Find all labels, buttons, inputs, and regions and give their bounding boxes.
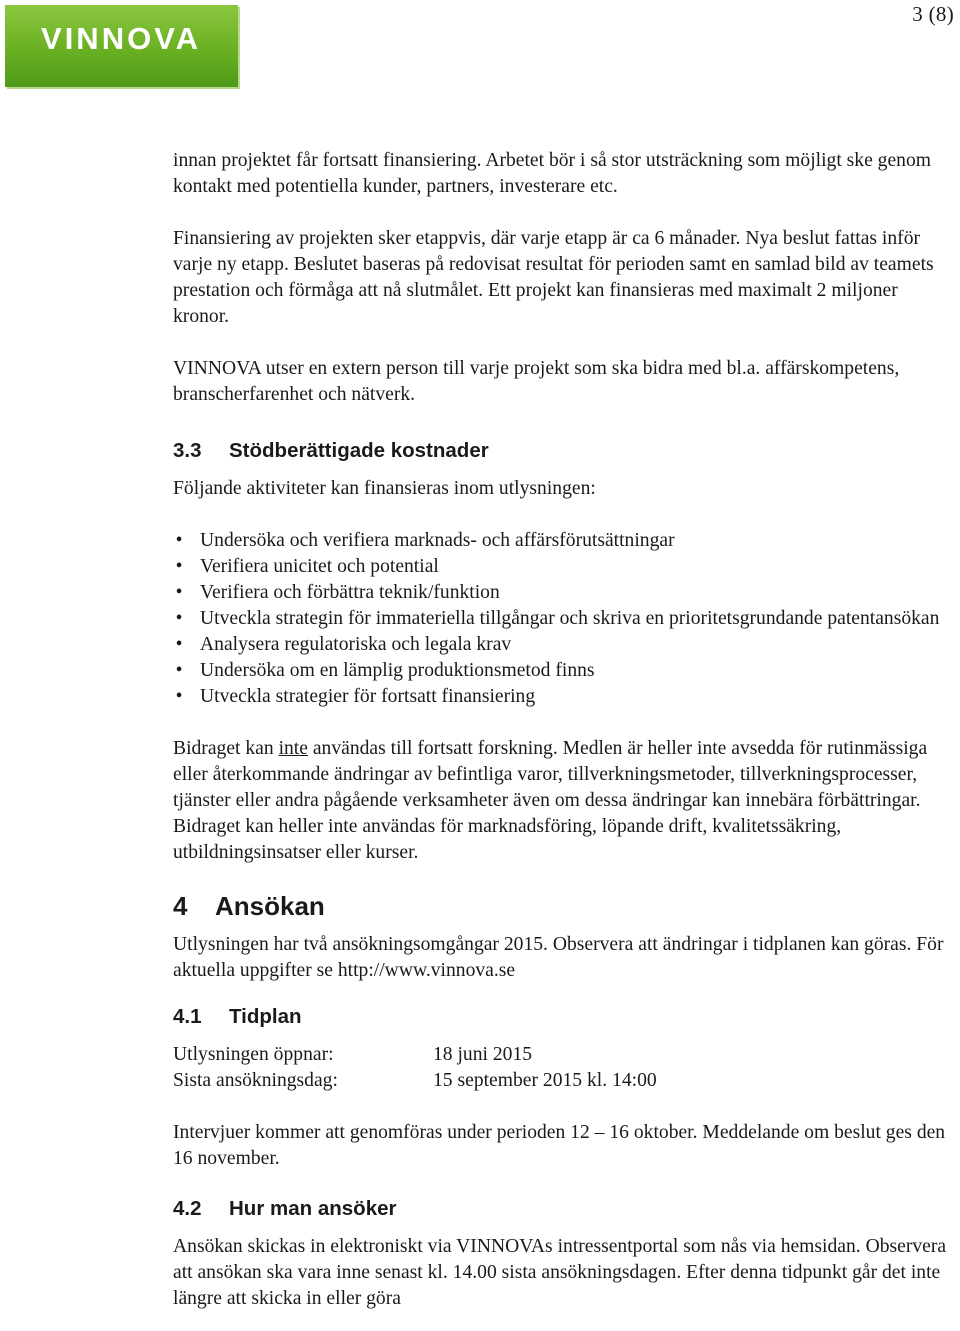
logo-wordmark	[5, 5, 238, 87]
schedule-label: Utlysningen öppnar:	[173, 1044, 334, 1065]
heading-4	[173, 890, 948, 922]
heading-3-3	[173, 438, 948, 464]
paragraph-intro-1: innan projektet får fortsatt finansiering. Arbetet bör i så stor utsträckning som möjligt ske genom kontakt med potentiella kunder, partners, investerare etc.	[173, 150, 932, 197]
bullet-icon: •	[175, 530, 183, 551]
bullet-icon: •	[175, 608, 183, 629]
list-item: • Verifiera unicitet och potential	[173, 554, 948, 580]
list-item: • Verifiera och förbättra teknik/funktion	[173, 580, 948, 606]
paragraph-4-2: Ansökan skickas in elektroniskt via VINNOVAs intressentportal som nås via hemsidan. Observera att ansökan ska vara inne senast kl. 14.00 sista ansökningsdagen. Efter denna tidpunkt går det inte längre att skicka in eller göra	[173, 1236, 947, 1309]
bullet-icon: •	[175, 660, 183, 681]
schedule-row	[173, 1068, 948, 1094]
list-item: • Undersöka om en lämplig produktionsmetod finns	[173, 658, 948, 684]
list-item: • Utveckla strategier för fortsatt finansiering	[173, 684, 948, 710]
schedule-value: 18 juni 2015	[433, 1044, 533, 1065]
vinnova-logo	[5, 5, 238, 87]
paragraph-4-1: Intervjuer kommer att genomföras under perioden 12 – 16 oktober. Meddelande om beslut ges den 16 november.	[173, 1122, 946, 1169]
paragraph-4: Utlysningen har två ansökningsomgångar 2015. Observera att ändringar i tidplanen kan göras. För aktuella uppgifter se http://www.vinnova.se	[173, 934, 944, 981]
heading-number: 4.1	[173, 1005, 202, 1028]
schedule-value: 15 september 2015 kl. 14:00	[433, 1070, 657, 1091]
heading-title: Ansökan	[215, 891, 325, 921]
list-item: • Analysera regulatoriska och legala krav	[173, 632, 948, 658]
bullet-icon: •	[175, 634, 183, 655]
heading-4-1	[173, 1004, 948, 1030]
bullet-icon: •	[175, 556, 183, 577]
list-item: • Utveckla strategin för immateriella tillgångar och skriva en prioritetsgrundande patentansökan	[173, 606, 948, 632]
paragraph-3-3-restrictions: Bidraget kan inte användas till fortsatt forskning. Medlen är heller inte avsedda för rutinmässiga eller återkommande ändringar av befintliga varor, tillverkningsmetoder, tillverkningsprocesser, tjänster eller andra pågående verksamheter även om dessa ändringar kan innebära förbättringar. Bidraget kan heller inte användas för marknadsföring, löpande drift, kvalitetssäkring, utbildningsinsatser eller kurser.	[173, 738, 928, 863]
list-item: • Undersöka och verifiera marknads- och affärsförutsättningar	[173, 528, 948, 554]
heading-title: Hur man ansöker	[229, 1197, 397, 1220]
bullet-icon: •	[175, 686, 183, 707]
paragraph-intro-2: Finansiering av projekten sker etappvis, där varje etapp är ca 6 månader. Nya beslut fattas inför varje ny etapp. Beslutet baseras på redovisat resultat för perioden samt en samlad bild av teamets prestation och förmåga att nå slutmålet. Ett projekt kan finansieras med maximalt 2 miljoner kronor.	[173, 228, 934, 327]
logo-text: VINNOVA	[41, 21, 201, 56]
heading-number: 4	[173, 891, 188, 921]
bullet-icon: •	[175, 582, 183, 603]
heading-title: Stödberättigade kostnader	[229, 439, 489, 462]
heading-title: Tidplan	[229, 1005, 302, 1028]
heading-4-2	[173, 1196, 948, 1222]
schedule-table	[173, 1042, 948, 1094]
paragraph-intro-3: VINNOVA utser en extern person till varje projekt som ska bidra med bl.a. affärskompetens, branscherfarenhet och nätverk.	[173, 358, 900, 405]
schedule-row	[173, 1042, 948, 1068]
page-number: 3 (8)	[912, 2, 954, 26]
paragraph-3-3-lead: Följande aktiviteter kan finansieras inom utlysningen:	[173, 478, 596, 499]
heading-number: 4.2	[173, 1197, 202, 1220]
heading-number: 3.3	[173, 439, 202, 462]
schedule-label: Sista ansökningsdag:	[173, 1070, 338, 1091]
eligible-activities-list	[173, 528, 948, 710]
underlined-word: inte	[278, 738, 308, 759]
document-body	[173, 148, 948, 1312]
